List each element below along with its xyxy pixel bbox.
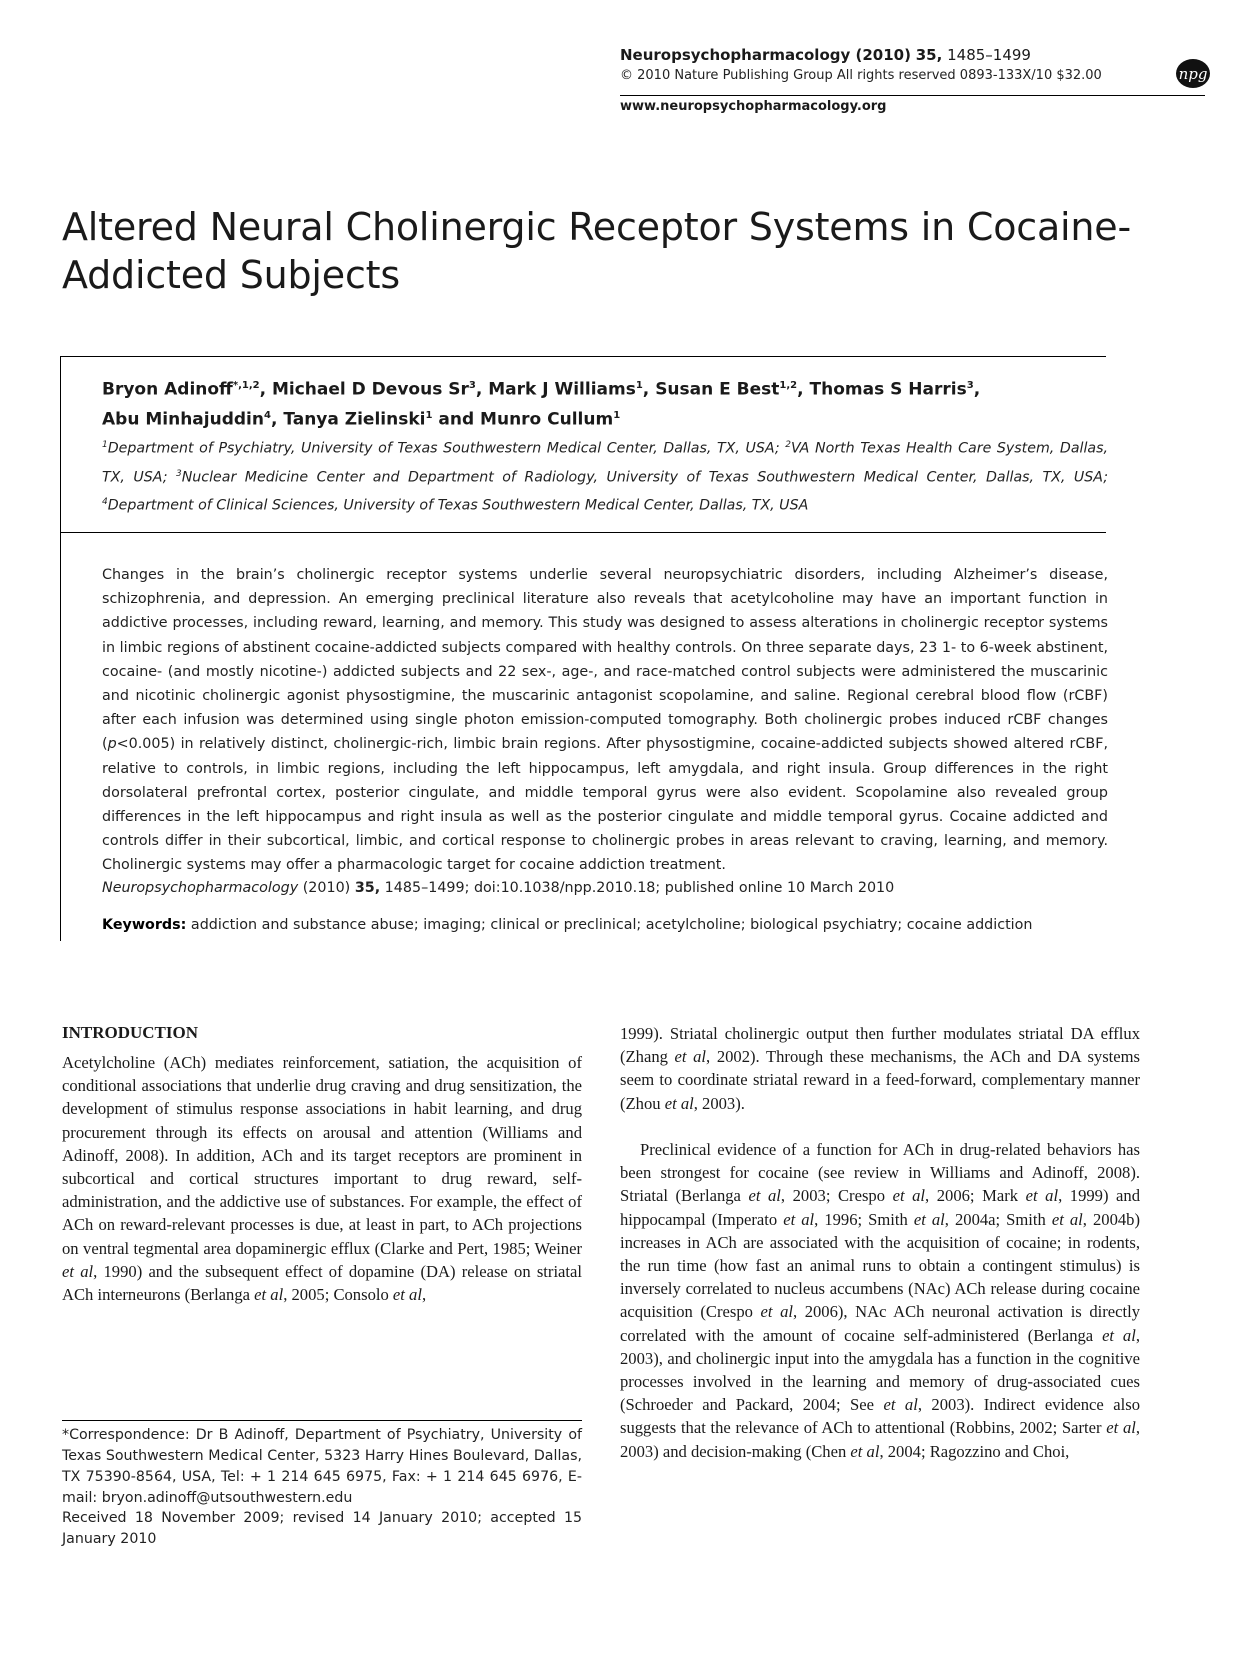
- citation-et-al: et al: [1025, 1186, 1059, 1206]
- journal-volume: 35,: [915, 46, 943, 64]
- body-text-run: , 1996; Smith: [814, 1209, 914, 1229]
- body-text-run: , 2004a; Smith: [944, 1209, 1052, 1229]
- author-affiliation-marker: *,1,2: [232, 380, 260, 391]
- citation-doi: 1485–1499; doi:10.1038/npp.2010.18; published online 10 March 2010: [380, 880, 895, 896]
- author-affiliation-marker: 4: [263, 409, 271, 421]
- affiliation-text: Department of Clinical Sciences, University of Texas Southwestern Medical Center, Dallas, TX, USA: [107, 498, 809, 515]
- author-name: Thomas S Harris: [809, 379, 967, 400]
- citation-line: Neuropsychopharmacology (2010) 35, 1485–1499; doi:10.1038/npp.2010.18; published online 10 March 2010: [102, 880, 895, 896]
- author-name: Susan E Best: [655, 379, 780, 400]
- author-separator: ,: [270, 409, 284, 430]
- citation-et-al: et al: [760, 1302, 793, 1322]
- author-name: Michael D Devous Sr: [271, 379, 469, 400]
- author-affiliation-marker: 1: [635, 380, 643, 391]
- citation-et-al: et al: [392, 1285, 422, 1305]
- section-heading-introduction: INTRODUCTION: [62, 1023, 199, 1042]
- citation-et-al: et al: [913, 1209, 945, 1229]
- abstract-text: Changes in the brain’s cholinergic receptor systems underlie several neuropsychiatric disorders, including Alzheimer’s disease, schizophrenia, and depression. An emerging preclinical literature also reveals that acetylcoholine may have an important function in addictive processes, including reward, learning, and memory. This study was designed to assess alterations in cholinergic receptor systems in limbic regions of abstinent cocaine-addicted subjects compared with healthy controls. On three separate days, 23 1- to 6-week abstinent, cocaine- (and mostly nicotine-) addicted subjects and 22 sex-, age-, and race-matched control subjects were administered the muscarinic and nicotinic cholinergic agonist physostigmine, the muscarinic antagonist scopolamine, and saline. Regional cerebral blood flow (rCBF) after each infusion was determined using single photon emission-computed tomography. Both cholinergic probes induced rCBF changes (p<0.005) in relatively distinct, cholinergic-rich, limbic brain regions. After physostigmine, cocaine-addicted subjects showed altered rCBF, relative to controls, in limbic regions, including the left hippocampus, left amygdala, and right insula. Group differences in the right dorsolateral prefrontal cortex, posterior cingulate, and middle temporal gyrus were also evident. Scopolamine also revealed group differences in the left hippocampus and right insula as well as the posterior cingulate and middle temporal gyrus. Cocaine addicted and controls differ in their subcortical, limbic, and cortical response to cholinergic probes in areas relevant to craving, learning, and memory. Cholinergic systems may offer a pharmacologic target for cocaine addiction treatment.: [102, 567, 1108, 874]
- body-text-run: ,: [421, 1285, 427, 1305]
- citation-et-al: et al: [892, 1186, 926, 1206]
- author-affiliation-marker: 1: [425, 409, 433, 421]
- citation-et-al: et al: [883, 1395, 918, 1415]
- citation-et-al: et al: [674, 1047, 707, 1067]
- author-separator: and: [432, 409, 481, 430]
- correspondence-footnote: *Correspondence: Dr B Adinoff, Department of Psychiatry, University of Texas Southwestern Medical Center, 5323 Harry Hines Boulevard, Dallas, TX 75390-8564, USA, Tel: + 1 214 645 6975, Fax: + 1 214 645 6976, E-mail: bryon.adinoff@utsouthwestern.edu: [62, 1427, 582, 1506]
- body-text-run: , 2003), and cholinergic input into the amygdala has a function in the cognitive processes involved in the learning and memory of drug-associated cues (Schroeder and Packard, 2004; See: [620, 1325, 1140, 1415]
- journal-pages: 1485–1499: [947, 46, 1031, 64]
- body-text-run: , 2003; Crespo: [780, 1186, 893, 1206]
- author-separator: ,: [475, 379, 489, 400]
- author-list: [102, 373, 1112, 432]
- affiliation-text: Nuclear Medicine Center and Department of Radiology, University of Texas Southwestern Medical Center, Dallas, TX, USA;: [181, 469, 1108, 486]
- author-separator: ,: [642, 379, 656, 400]
- footnote-divider: [62, 1420, 582, 1421]
- affiliation-text: Department of Psychiatry, University of Texas Southwestern Medical Center, Dallas, TX, USA;: [107, 440, 786, 457]
- author-affiliation-marker: 1,2: [779, 380, 798, 391]
- author-affiliation-marker: 3: [966, 380, 974, 391]
- citation-et-al: et al: [783, 1209, 815, 1229]
- body-text-run: Acetylcholine (ACh) mediates reinforcement, satiation, the acquisition of conditional associations that underlie drug craving and drug sensitization, the development of stimulus response associations in habit learning, and drug procurement through its effects on arousal and attention (Williams and Adinoff, 2008). In addition, ACh and its target receptors are prominent in subcortical and cortical structures important to drug reward, self-administration, and the addictive use of substances. For example, the effect of ACh on reward-relevant processes is due, at least in part, to ACh projections on ventral tegmental area dopaminergic efflux (Clarke and Pert, 1985; Weiner: [62, 1053, 582, 1258]
- author-name: Mark J Williams: [488, 379, 636, 400]
- header-divider: [620, 95, 1205, 96]
- body-text-run: Preclinical evidence of a function for ACh in drug-related behaviors has been strongest for cocaine (see review in Williams and Adinoff, 2008). Striatal (Berlanga: [620, 1140, 1140, 1206]
- body-text-run: , 1999) and hippocampal (Imperato: [620, 1186, 1141, 1229]
- keywords-text: addiction and substance abuse; imaging; clinical or preclinical; acetylcholine; biological psychiatry; cocaine addiction: [186, 917, 1033, 933]
- citation-et-al: et al: [748, 1186, 781, 1206]
- author-name: Munro Cullum: [480, 409, 614, 430]
- body-text-run: , 2002). Through these mechanisms, the ACh and DA systems seem to coordinate striatal reward in a feed-forward, complementary manner (Zhou: [620, 1047, 1140, 1113]
- journal-header: [620, 44, 1205, 86]
- author-name: Abu Minhajuddin: [102, 409, 264, 430]
- body-text-run: , 2006; Mark: [925, 1186, 1026, 1206]
- keywords-line: [102, 913, 1108, 937]
- affiliation-marker: 4: [102, 497, 108, 508]
- citation-volume: 35,: [354, 880, 381, 896]
- received-dates: Received 18 November 2009; revised 14 January 2010; accepted 15 January 2010: [62, 1510, 582, 1547]
- citation-et-al: et al: [664, 1093, 694, 1113]
- author-separator: ,: [797, 379, 810, 400]
- body-text-run: , 2003). Indirect evidence also suggests that the relevance of ACh to attentional (Robbins, 2002; Sarter: [620, 1395, 1140, 1438]
- citation-journal: Neuropsychopharmacology: [102, 880, 299, 896]
- body-text-run: , 1990) and the subsequent effect of dopamine (DA) release on striatal ACh interneurons (Berlanga: [62, 1261, 583, 1305]
- journal-website-link[interactable]: www.neuropsychopharmacology.org: [620, 99, 887, 114]
- intro-paragraph-1: [62, 1051, 582, 1306]
- body-text-run: 1999). Striatal cholinergic output then further modulates striatal DA efflux (Zhang: [620, 1024, 1140, 1067]
- affiliation-marker: 2: [785, 440, 791, 450]
- citation-et-al: et al: [1102, 1325, 1136, 1345]
- intro-paragraph-2: [620, 1138, 1140, 1463]
- copyright-line: © 2010 Nature Publishing Group All rights reserved 0893-133X/10 $32.00: [620, 68, 1102, 83]
- body-text-run: , 2004; Ragozzino and Choi,: [879, 1441, 1070, 1461]
- article-title: Altered Neural Cholinergic Receptor Systems in Cocaine-Addicted Subjects: [62, 205, 1131, 297]
- body-text-run: , 2006), NAc ACh neuronal activation is directly correlated with the amount of cocaine self-administered (Berlanga: [620, 1302, 1141, 1345]
- author-affiliation-marker: 3: [468, 380, 476, 391]
- affiliation-marker: 1: [102, 440, 108, 450]
- body-text-run: , 2004b) increases in ACh are associated with the acquisition of cocaine; in rodents, the run time (how fast an animal runs to obtain a contingent stimulus) is inversely correlated to nucleus accumbens (NAc) ACh release during cocaine acquisition (Crespo: [620, 1209, 1140, 1322]
- author-separator: ,: [973, 379, 981, 400]
- keywords-label: Keywords:: [102, 917, 187, 933]
- npg-logo-icon: npg: [1176, 59, 1210, 88]
- author-name: Bryon Adinoff: [102, 379, 233, 400]
- body-text-run: , 2005; Consolo: [283, 1285, 393, 1305]
- citation-et-al: et al: [62, 1261, 94, 1281]
- affiliation-text: VA North Texas Health Care System, Dallas, TX, USA;: [102, 440, 1108, 486]
- journal-name: Neuropsychopharmacology (2010): [620, 46, 911, 64]
- author-affiliation-marker: 1: [613, 409, 621, 421]
- affiliation-marker: 3: [175, 468, 182, 479]
- citation-et-al: et al: [254, 1285, 284, 1305]
- journal-line: [620, 44, 1205, 66]
- citation-et-al: et al: [850, 1441, 880, 1461]
- affiliation-list: [102, 433, 1108, 519]
- author-separator: ,: [259, 379, 272, 400]
- intro-paragraph-1-continued: [620, 1022, 1140, 1115]
- body-text-run: , 2003) and decision-making (Chen: [620, 1418, 1141, 1461]
- citation-et-al: et al: [1106, 1418, 1136, 1438]
- body-text-run: , 2003).: [693, 1093, 745, 1113]
- author-name: Tanya Zielinski: [283, 409, 426, 430]
- citation-et-al: et al: [1051, 1209, 1083, 1229]
